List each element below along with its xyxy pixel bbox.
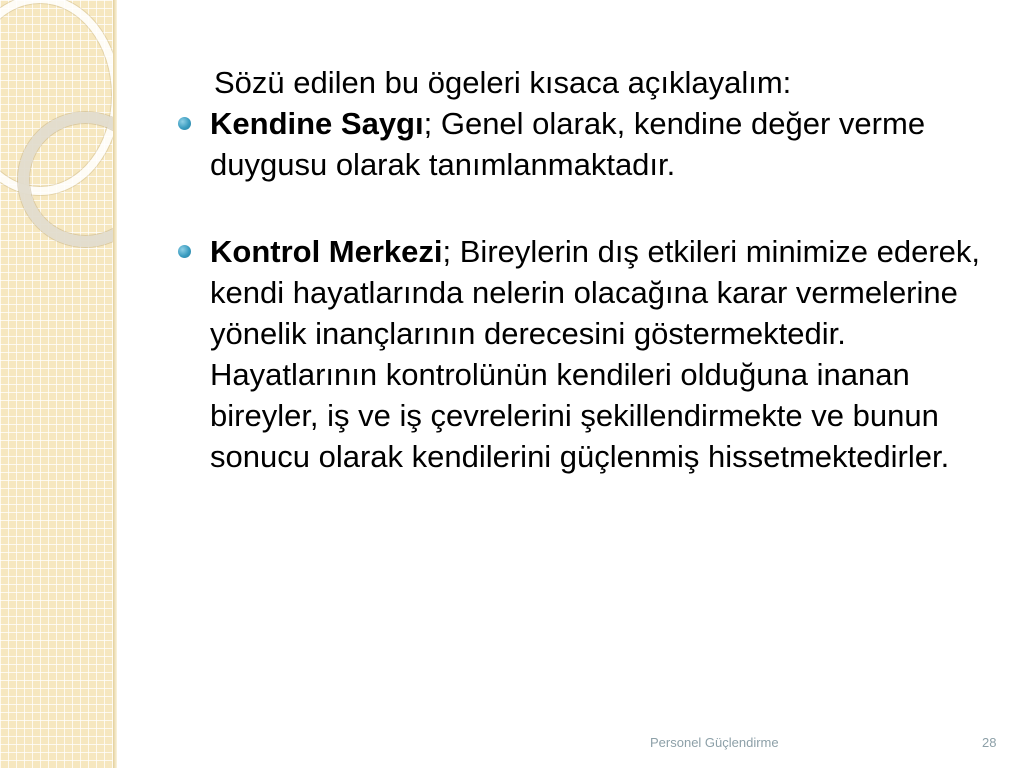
- side-panel-border: [113, 0, 117, 768]
- bullet-term: Kontrol Merkezi: [210, 234, 443, 269]
- bullet-text: ; Bireylerin dış etkileri minimize ederek, kendi hayatlarında nelerin olacağına karar vermelerine yönelik inançlarının derecesini göstermektedir. Hayatlarının kontrolünün kendileri olduğuna inanan bireyler, iş ve iş çevrelerini şekillendirmekte ve bunun sonucu olarak kendilerini güçlenmiş hissetmektedirler.: [210, 234, 981, 474]
- page-number: 28: [982, 735, 997, 750]
- footer-title: Personel Güçlendirme: [650, 735, 779, 750]
- bullet-item-kontrol-merkezi: [176, 231, 986, 477]
- decorative-side-panel: [0, 0, 113, 768]
- bullet-text: ; Genel olarak, kendine değer verme duygusu olarak tanımlanmaktadır.: [210, 106, 926, 182]
- bullet-list: [176, 103, 986, 477]
- slide-content: [176, 62, 986, 477]
- bullet-icon: [178, 117, 191, 130]
- slide-intro: Sözü edilen bu ögeleri kısaca açıklayalım:: [214, 65, 792, 100]
- bullet-item-kendine-saygi: [176, 103, 986, 185]
- bullet-icon: [178, 245, 191, 258]
- bullet-term: Kendine Saygı: [210, 106, 424, 141]
